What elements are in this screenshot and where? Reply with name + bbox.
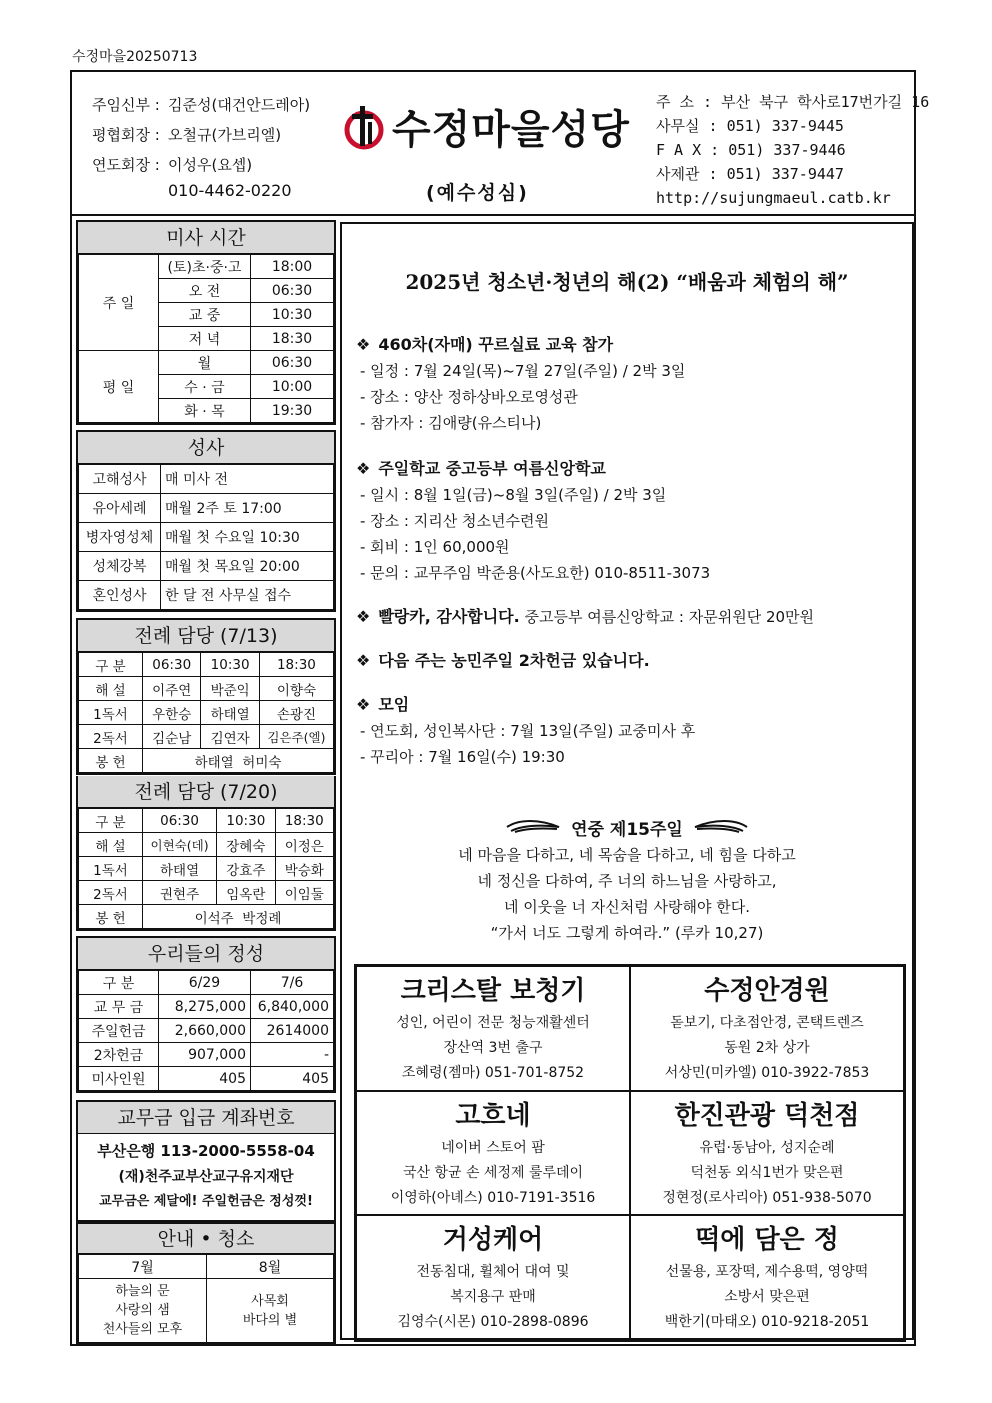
offerings-title: 우리들의 정성 — [78, 938, 334, 970]
liturgy-head: 06:30 — [143, 653, 201, 677]
table-row — [79, 905, 334, 929]
news-heading — [356, 692, 904, 718]
group-name: 사랑의 샘 — [115, 1303, 170, 1318]
table-row — [79, 971, 334, 995]
verse-line: 네 정신을 다하여, 주 너의 하느님을 사랑하고, — [477, 872, 777, 890]
liturgy-role: 해 설 — [79, 677, 143, 701]
liturgy-head: 구 분 — [79, 809, 143, 833]
cleaning-july — [79, 1279, 207, 1343]
bulletin-body — [70, 216, 916, 1346]
liturgy-title: 전례 담당 (7/13) — [78, 620, 334, 652]
liturgy-offer: 하태열 허미숙 — [143, 749, 334, 773]
mass-time: 18:30 — [251, 327, 334, 351]
mass-time: 10:30 — [251, 303, 334, 327]
news-line: - 참가자 : 김애량(유스티나) — [360, 414, 542, 432]
sacrament-value: 매 미사 전 — [161, 465, 334, 494]
sacrament-name: 혼인성사 — [79, 581, 161, 610]
staff-list — [92, 90, 310, 202]
weekday-label: 평 일 — [79, 351, 159, 423]
liturgy-cell: 장혜숙 — [217, 833, 275, 857]
account-title: 교무금 입금 계좌번호 — [78, 1102, 334, 1134]
verse-line: 네 이웃을 너 자신처럼 사랑해야 한다. — [504, 898, 750, 916]
ad-line: 서상민(미카엘) 010-3922-7853 — [664, 1065, 870, 1081]
offering-head: 6/29 — [159, 971, 251, 995]
sacrament-name: 성체강복 — [79, 552, 161, 581]
diamond-bullet-icon: ❖ — [356, 695, 371, 714]
liturgy-cell: 김은주(엘) — [259, 725, 333, 749]
liturgy-cell: 강효주 — [217, 857, 275, 881]
news-heading-text: 460차(자매) 꾸르실료 교육 참가 — [378, 335, 614, 354]
sacrament-name: 고해성사 — [79, 465, 161, 494]
table-row — [79, 1067, 334, 1091]
ad-name: 고흐네 — [455, 1100, 531, 1131]
ad-line: 정현정(로사리아) 051-938-5070 — [662, 1189, 872, 1206]
table-row — [79, 465, 334, 494]
liturgy-box-2 — [76, 776, 336, 931]
ad-sujung-optical — [630, 966, 904, 1091]
liturgy-title: 전례 담당 (7/20) — [78, 776, 334, 808]
news-line: - 문의 : 교무주임 박준용(사도요한) 010-8511-3073 — [360, 564, 711, 582]
mass-time: 18:00 — [251, 255, 334, 279]
news-item-meetings — [356, 692, 904, 770]
offering-value: - — [251, 1043, 334, 1067]
feast-subtitle: (예수성심) — [426, 182, 529, 204]
offerings-box — [76, 936, 336, 1093]
liturgy-head: 구 분 — [79, 653, 143, 677]
liturgy-box-1 — [76, 618, 336, 775]
offerings-table — [78, 970, 334, 1091]
news-heading — [356, 604, 904, 630]
diamond-bullet-icon: ❖ — [356, 607, 371, 626]
diamond-bullet-icon: ❖ — [356, 459, 371, 478]
staff-label: 주임신부 : — [92, 95, 160, 114]
fax: F A X : 051) 337-9446 — [656, 141, 846, 159]
offering-head: 구 분 — [79, 971, 159, 995]
liturgy-cell: 이현숙(데) — [143, 833, 217, 857]
table-row — [79, 1043, 334, 1067]
offering-value: 2614000 — [251, 1019, 334, 1043]
news-heading — [356, 332, 904, 358]
website-link[interactable]: http://sujungmaeul.catb.kr — [656, 189, 891, 207]
cleaning-title: 안내 • 청소 — [78, 1224, 334, 1254]
staff-priest — [92, 90, 310, 120]
liturgy-cell: 김연자 — [201, 725, 259, 749]
group-name: 천사들의 모후 — [102, 1322, 183, 1337]
staff-yeondo — [92, 150, 310, 180]
ad-line: 장산역 3번 출구 — [443, 1040, 543, 1056]
table-row — [79, 351, 334, 375]
ad-line: 복지용구 판매 — [450, 1289, 536, 1306]
contact-info — [656, 90, 929, 210]
table-row — [79, 494, 334, 523]
news-line: - 회비 : 1인 60,000원 — [360, 538, 510, 556]
group-name: 바다의 별 — [242, 1312, 298, 1328]
sacraments-title: 성사 — [78, 432, 334, 464]
group-name: 사목회 — [251, 1293, 289, 1309]
sunday-title-row — [342, 812, 912, 842]
group-name: 하늘의 문 — [115, 1284, 170, 1299]
table-row — [79, 1019, 334, 1043]
table-row — [79, 701, 334, 725]
staff-value: 김준성(대건안드레아) — [168, 95, 311, 114]
address: 주 소 : 부산 북구 학사로17번가길 16 — [656, 93, 930, 111]
ad-line: 이영하(아녜스) 010-7191-3516 — [390, 1189, 596, 1206]
liturgy-cell: 이주연 — [143, 677, 201, 701]
verse-line: “가서 너도 그렇게 하여라.” (루카 10,27) — [490, 924, 764, 942]
news-heading-text: 빨랑카, 감사합니다. — [378, 607, 520, 626]
offering-label: 미사인원 — [79, 1067, 159, 1091]
liturgy-head: 10:30 — [217, 809, 275, 833]
mass-name: 오 전 — [159, 279, 251, 303]
liturgy-cell: 우한승 — [143, 701, 201, 725]
sponsor-ads — [354, 964, 906, 1342]
staff-value: 이성우(요셉) — [168, 155, 253, 174]
sacrament-name: 유아세례 — [79, 494, 161, 523]
mass-name: (토)초·중·고 — [159, 255, 251, 279]
liturgy-cell: 이임둘 — [275, 881, 333, 905]
mass-name: 수 · 금 — [159, 375, 251, 399]
diamond-bullet-icon: ❖ — [356, 335, 371, 354]
staff-label: 연도회장 : — [92, 155, 160, 174]
account-box — [76, 1100, 336, 1222]
liturgy-cell: 하태열 — [201, 701, 259, 725]
table-row — [79, 1279, 334, 1343]
ad-name: 거성케어 — [442, 1225, 544, 1256]
mass-times-title: 미사 시간 — [78, 222, 334, 254]
news-heading-text: 다음 주는 농민주일 2차헌금 있습니다. — [378, 651, 650, 670]
document-id: 수정마을20250713 — [72, 49, 198, 65]
ad-line: 동원 2차 상가 — [724, 1040, 810, 1056]
mass-time: 06:30 — [251, 351, 334, 375]
liturgy-role: 해 설 — [79, 833, 143, 857]
mass-name: 화 · 목 — [159, 399, 251, 423]
ad-line: 전동침대, 휠체어 대여 및 — [416, 1264, 570, 1281]
news-heading-tail: 중고등부 여름신앙학교 : 자문위원단 20만원 — [519, 608, 815, 626]
account-holder: (재)천주교부산교구유지재단 — [118, 1169, 294, 1185]
news-line: - 꾸리아 : 7월 16일(수) 19:30 — [360, 748, 565, 766]
liturgy-cell: 김순남 — [143, 725, 201, 749]
liturgy-role: 2독서 — [79, 881, 143, 905]
news-item-summer-school — [356, 456, 904, 586]
table-row — [79, 749, 334, 773]
church-logo — [344, 98, 630, 155]
staff-label: 평협회장 : — [92, 125, 160, 144]
mass-name: 저 녁 — [159, 327, 251, 351]
ad-crystal-hearing — [356, 966, 630, 1091]
offering-value: 6,840,000 — [251, 995, 334, 1019]
table-row — [79, 809, 334, 833]
ad-line: 백한기(마태오) 010-9218-2051 — [664, 1314, 870, 1331]
table-row — [79, 881, 334, 905]
liturgy-cell: 이정은 — [275, 833, 333, 857]
ad-name: 떡에 담은 정 — [695, 1225, 839, 1256]
liturgy-cell: 이향숙 — [259, 677, 333, 701]
table-row — [79, 725, 334, 749]
ad-line: 국산 항균 손 세정제 룰루데이 — [402, 1164, 584, 1181]
ad-line: 네이버 스토어 팜 — [441, 1139, 545, 1156]
ad-name: 한진관광 덕천점 — [674, 1100, 860, 1131]
liturgy-table — [78, 652, 334, 773]
table-row — [79, 653, 334, 677]
news-line: - 장소 : 양산 정하상바오로영성관 — [360, 388, 578, 406]
table-row — [79, 552, 334, 581]
account-details — [78, 1134, 334, 1220]
offering-label: 교 무 금 — [79, 995, 159, 1019]
table-row — [79, 523, 334, 552]
liturgy-cell: 손광진 — [259, 701, 333, 725]
ad-line: 선물용, 포장떡, 제수용떡, 영양떡 — [665, 1264, 869, 1281]
church-emblem-icon — [344, 104, 384, 150]
news-item-cursillo — [356, 332, 904, 436]
rectory-phone: 사제관 : 051) 337-9447 — [656, 165, 844, 183]
year-theme-title: 2025년 청소년·청년의 해(2) “배움과 체험의 해” — [405, 270, 849, 294]
mass-time: 06:30 — [251, 279, 334, 303]
sacrament-value: 매월 첫 수요일 10:30 — [161, 523, 334, 552]
ad-line: 덕천동 외식1번가 맞은편 — [690, 1164, 844, 1181]
right-flourish-icon — [693, 817, 749, 837]
ad-line: 조혜령(젬마) 051-701-8752 — [401, 1065, 585, 1081]
mass-name: 교 중 — [159, 303, 251, 327]
offering-value: 907,000 — [159, 1043, 251, 1067]
liturgy-role: 1독서 — [79, 857, 143, 881]
table-row — [79, 255, 334, 279]
news-heading-text: 주일학교 중고등부 여름신앙학교 — [378, 459, 606, 478]
cleaning-head: 8월 — [207, 1255, 334, 1279]
sacrament-value: 매월 2주 토 17:00 — [161, 494, 334, 523]
mass-time: 10:00 — [251, 375, 334, 399]
mass-times-table — [78, 254, 334, 423]
liturgy-cell: 임옥란 — [217, 881, 275, 905]
offering-label: 주일헌금 — [79, 1019, 159, 1043]
ad-line: 돋보기, 다초점안경, 콘택트렌즈 — [670, 1015, 864, 1031]
sacraments-box — [76, 430, 336, 612]
offering-label: 2차헌금 — [79, 1043, 159, 1067]
table-row — [79, 857, 334, 881]
ad-hanjin-travel — [630, 1091, 904, 1216]
offering-value: 8,275,000 — [159, 995, 251, 1019]
offering-value: 405 — [251, 1067, 334, 1091]
ad-line: 유럽·동남아, 성지순례 — [699, 1139, 835, 1156]
table-row — [79, 1255, 334, 1279]
liturgy-cell: 박승화 — [275, 857, 333, 881]
account-note: 교무금은 제달에! 주일헌금은 정성껏! — [99, 1194, 313, 1209]
ad-line: 소방서 맞은편 — [724, 1289, 810, 1306]
offering-value: 2,660,000 — [159, 1019, 251, 1043]
sacrament-value: 한 달 전 사무실 접수 — [161, 581, 334, 610]
church-name: 수정마을성당 — [392, 107, 630, 153]
sunday-label: 주 일 — [79, 255, 159, 351]
staff-council — [92, 120, 310, 150]
announcements-panel — [340, 222, 914, 1340]
cleaning-august — [207, 1279, 334, 1343]
news-heading — [356, 648, 904, 674]
liturgy-table — [78, 808, 334, 929]
table-row — [79, 995, 334, 1019]
liturgy-role: 1독서 — [79, 701, 143, 725]
liturgy-cell: 하태열 — [143, 857, 217, 881]
diamond-bullet-icon: ❖ — [356, 651, 371, 670]
sacrament-name: 병자영성체 — [79, 523, 161, 552]
mass-times-box — [76, 220, 336, 425]
liturgy-head: 18:30 — [275, 809, 333, 833]
liturgy-cell: 권현주 — [143, 881, 217, 905]
news-line: - 일정 : 7월 24일(목)~7월 27일(주일) / 2박 3일 — [360, 362, 686, 380]
table-row — [79, 833, 334, 857]
cleaning-head: 7월 — [79, 1255, 207, 1279]
table-row — [79, 581, 334, 610]
sacraments-table — [78, 464, 334, 610]
staff-phone: 010-4462-0220 — [168, 181, 292, 200]
sunday-title: 연중 제15주일 — [571, 819, 683, 840]
verse-line: 네 마음을 다하고, 네 목숨을 다하고, 네 힘을 다하고 — [458, 846, 796, 864]
sunday-scripture — [342, 812, 912, 946]
news-line: - 연도회, 성인복사단 : 7월 13일(주일) 교중미사 후 — [360, 722, 696, 740]
liturgy-head: 06:30 — [143, 809, 217, 833]
ad-name: 크리스탈 보청기 — [400, 976, 586, 1006]
cleaning-box — [76, 1222, 336, 1345]
office-phone: 사무실 : 051) 337-9445 — [656, 117, 844, 135]
liturgy-role: 봉 헌 — [79, 905, 143, 929]
bank-account: 부산은행 113-2000-5558-04 — [97, 1142, 315, 1160]
liturgy-cell: 박준익 — [201, 677, 259, 701]
mass-name: 월 — [159, 351, 251, 375]
ad-gohne — [356, 1091, 630, 1216]
news-line: - 일시 : 8월 1일(금)~8월 3일(주일) / 2박 3일 — [360, 486, 667, 504]
ad-line: 성인, 어린이 전문 청능재활센터 — [396, 1015, 590, 1031]
news-line: - 장소 : 지리산 청소년수련원 — [360, 512, 549, 530]
ad-rice-cake — [630, 1215, 904, 1340]
staff-value: 오철규(가브리엘) — [168, 125, 282, 144]
ad-name: 수정안경원 — [704, 976, 830, 1006]
left-flourish-icon — [505, 817, 561, 837]
cleaning-table — [78, 1254, 334, 1343]
news-item-thanks — [356, 604, 904, 630]
table-row — [79, 677, 334, 701]
sacrament-value: 매월 첫 목요일 20:00 — [161, 552, 334, 581]
ad-line: 김영수(시몬) 010-2898-0896 — [397, 1314, 589, 1331]
liturgy-head: 18:30 — [259, 653, 333, 677]
liturgy-role: 봉 헌 — [79, 749, 143, 773]
offering-head: 7/6 — [251, 971, 334, 995]
liturgy-head: 10:30 — [201, 653, 259, 677]
news-heading — [356, 456, 904, 482]
mass-time: 19:30 — [251, 399, 334, 423]
offering-value: 405 — [159, 1067, 251, 1091]
news-heading-text: 모임 — [378, 695, 410, 714]
bulletin-header — [70, 70, 930, 216]
liturgy-offer: 이석주 박정례 — [143, 905, 334, 929]
news-item-second-collection — [356, 648, 904, 674]
ad-geoseong-care — [356, 1215, 630, 1340]
liturgy-role: 2독서 — [79, 725, 143, 749]
